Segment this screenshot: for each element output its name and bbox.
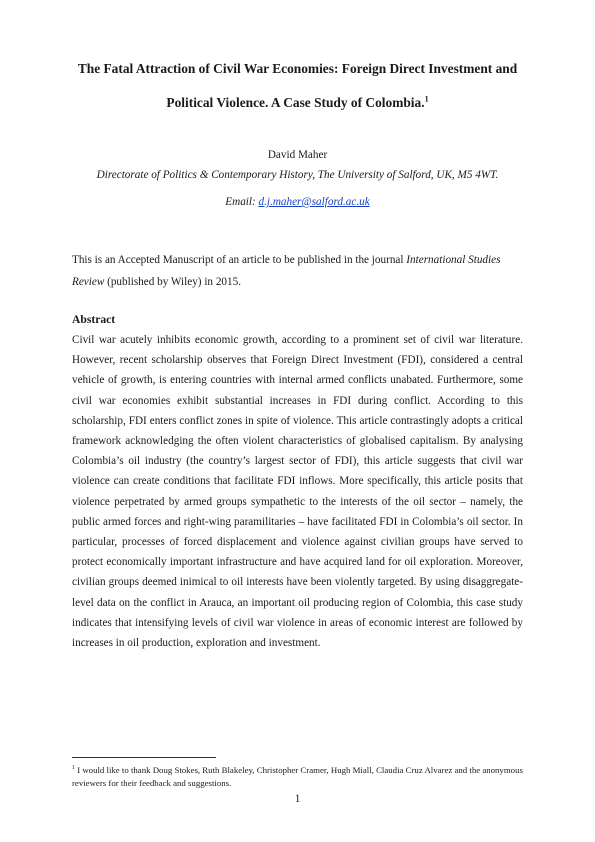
email-link[interactable]: d.j.maher@salford.ac.uk — [258, 196, 370, 208]
note-prefix: This is an Accepted Manuscript of an article to be published in the journal — [72, 254, 407, 266]
page-number: 1 — [294, 793, 301, 805]
abstract-body: Civil war acutely inhibits economic growth, according to a prominent set of civil war literature. However, recent scholarship observes that Foreign Direct Investment (FDI), considered a central vehicle of growth, is entering countries with internal armed conflicts unabated. Furthermore, some civil war economies exhibit substantial increases in FDI during conflict. According to this scholarship, FDI enters conflict zones in spite of violence. This article contrastingly adopts a critical framework acknowledging the often violent characteristics of globalised capitalism. By analysing Colombia’s oil industry (the country’s largest sector of FDI), this article suggests that civil war violence can create conditions that facilitate FDI inflows. More specifically, this article posits that violence perpetrated by armed groups sympathetic to the interests of the oil sector – namely, the public armed forces and right-wing paramilitaries – have facilitated FDI in Colombia’s oil sector. In particular, processes of forced displacement and violence against civilian groups have served to protect economically important infrastructure and have acquired land for oil exploration. Moreover, civilian groups deemed inimical to oil interests have been violently targeted. By using disaggregate-level data on the conflict in Arauca, an important oil producing region of Colombia, this case study indicates that intensifying levels of civil war violence in areas of economic interest are followed by increases in oil production, exploration and investment. — [72, 334, 523, 650]
paper-title — [62, 52, 533, 120]
paper-title-text: The Fatal Attraction of Civil War Economies: Foreign Direct Investment and Political Violence. A Case Study of Colombia. — [77, 61, 518, 110]
note-suffix: (published by Wiley) in 2015. — [104, 276, 241, 288]
author-affiliation: Directorate of Politics & Contemporary History, The University of Salford, UK, M5 4WT. — [96, 169, 499, 181]
footnote-divider — [72, 757, 216, 758]
footnote — [72, 762, 523, 790]
abstract-heading: Abstract — [72, 313, 116, 326]
footnote-marker: 1 — [72, 765, 75, 771]
journal-name: International Studies Review — [72, 254, 501, 288]
author-name: David Maher — [267, 149, 328, 161]
email-label: Email: — [225, 196, 256, 208]
footnote-text: I would like to thank Doug Stokes, Ruth Blakeley, Christopher Cramer, Hugh Miall, Claudia Cruz Alvarez and the anonymous reviewers for their feedback and suggestions. — [72, 764, 523, 788]
manuscript-note — [72, 249, 523, 293]
title-footnote-marker: 1 — [424, 94, 429, 104]
author-email — [0, 195, 595, 209]
